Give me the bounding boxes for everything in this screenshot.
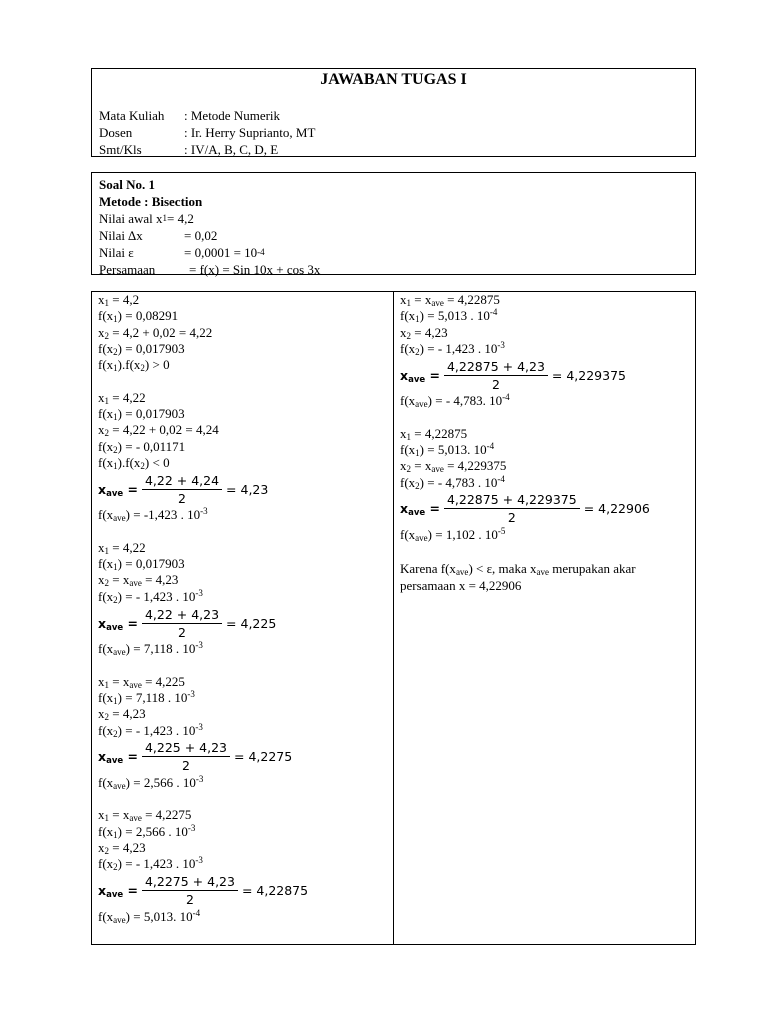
fraction-denominator: 2 [182, 758, 190, 774]
iteration-s3 [98, 540, 388, 657]
step-line-fx2: $f(x_2)$ = - 1,423 . $10^{-3}$ [400, 339, 505, 357]
iteration-s2 [98, 390, 388, 524]
spacer [400, 543, 692, 559]
course-row [99, 107, 315, 124]
step-line-prod: $f(x_1).f(x_2) < 0$ [98, 454, 170, 471]
fraction-numerator: 4,22 + 4,23 [142, 607, 222, 624]
xave-formula [98, 739, 388, 775]
fraction [444, 492, 580, 525]
step-line-x2: $x_2 = 4,22 + 0,02 = 4,24$ [98, 422, 219, 439]
step-line-x2: $x_2 = x_{ave} = 4,23$ [98, 572, 179, 589]
spacer [98, 373, 388, 389]
step-line-fxave: $f(x_{ave}) = 7,118$ . $10^{-3}$ [98, 640, 203, 658]
problem-box [91, 172, 696, 275]
step-line-fxave: $f(x_{ave}) = 5,013$. $10^{-4}$ [98, 907, 201, 925]
step-line-x2: $x_2 = 4,23$ [400, 324, 448, 341]
step-line-fx1: $f(x_1) = 0,017903$ [98, 406, 185, 423]
step-line-x1: $x_1 = x_{ave} = 4,22875$ [400, 292, 500, 308]
xave-result: = 4,225 [226, 615, 277, 631]
document-title: JAWABAN TUGAS I [320, 71, 467, 88]
step-line-x1: $x_1 = x_{ave} = 4,2275$ [98, 807, 192, 824]
lecturer-label: Dosen [99, 125, 133, 140]
step-line-fxave: $f(x_{ave})$ = - 4,783. $10^{-4}$ [400, 392, 510, 410]
lecturer-row [99, 124, 315, 141]
epsilon-label: Nilai ε [99, 245, 134, 260]
step-line-x2: $x_2 = 4,23$ [98, 840, 146, 857]
equation-value: = f(x) = Sin 10x + cos 3x [189, 262, 321, 277]
step-line-fx1: $f(x_1) = 7,118$ . $10^{-3}$ [98, 688, 195, 706]
fraction [142, 740, 230, 773]
initial-value-sub: 1 [162, 213, 168, 223]
spacer [98, 524, 388, 540]
semester-label: Smt/Kls [99, 142, 142, 157]
step-line-x2: $x_2 = 4,23$ [98, 706, 146, 723]
course-label: Mata Kuliah [99, 108, 165, 123]
solution-column-right [400, 292, 692, 593]
xave-result: = 4,23 [226, 481, 269, 497]
step-line-fx2: $f(x_2)$ = - 1,423 . $10^{-3}$ [98, 587, 203, 605]
initial-value-row [99, 210, 320, 227]
xave-label: $x_{ave}$ = [98, 749, 138, 767]
fraction [444, 359, 548, 392]
step-line-x2: $x_2 = x_{ave} = 4,229375$ [400, 458, 507, 475]
step-line-fxave: $f(x_{ave}) = 2,566$ . $10^{-3}$ [98, 773, 204, 791]
xave-label: $x_{ave}$ = [98, 883, 138, 901]
equation-label: Persamaan [99, 262, 156, 277]
step-line-fx1: $f(x_1) = 2,566$ . $10^{-3}$ [98, 822, 196, 840]
fraction-numerator: 4,225 + 4,23 [142, 740, 230, 757]
xave-formula [400, 357, 692, 393]
iteration-s5 [98, 807, 388, 924]
step-line-fx2: $f(x_2)$ = - 0,01171 [98, 438, 186, 455]
solution-box [91, 291, 696, 945]
iteration-s7 [400, 426, 692, 543]
step-line-fx1: $f(x_1) = 5,013$. $10^{-4}$ [400, 441, 495, 459]
xave-result: = 4,22875 [241, 883, 309, 899]
spacer [400, 409, 692, 425]
initial-value-label: Nilai awal x [99, 211, 163, 226]
semester-row [99, 141, 315, 158]
semester-value: : IV/A, B, C, D, E [184, 142, 279, 157]
step-line-x1: $x_1 = 4,22$ [98, 539, 146, 556]
xave-label: $x_{ave}$ = [98, 481, 138, 499]
delta-x-value: = 0,02 [184, 228, 218, 243]
epsilon-value: = 0,0001 = 10 [184, 245, 258, 260]
fraction-denominator: 2 [185, 892, 194, 908]
delta-x-row [99, 227, 320, 244]
step-line-fx2: $f(x_2)$ = - 4,783 . $10^{-4}$ [400, 473, 505, 491]
course-info [99, 107, 315, 158]
column-divider [393, 292, 394, 944]
fraction [142, 874, 238, 907]
step-line-fx1: $f(x_1) = 0,08291$ [98, 308, 179, 325]
fraction-numerator: 4,2275 + 4,23 [142, 874, 238, 891]
xave-formula [98, 605, 388, 641]
iteration-s4 [98, 674, 388, 791]
fraction-numerator: 4,22875 + 4,229375 [444, 492, 580, 509]
fraction-denominator: 2 [178, 624, 186, 640]
xave-formula [98, 471, 388, 507]
spacer [98, 791, 388, 807]
xave-formula [98, 873, 388, 909]
fraction [142, 607, 222, 640]
step-line-x2: $x_2 = 4,2 + 0,02 = 4,22$ [98, 324, 213, 341]
solution-column-left [98, 292, 388, 925]
epsilon-row [99, 244, 320, 261]
xave-result: = 4,22906 [583, 501, 650, 517]
step-line-x1: $x_1 = 4,2$ [98, 292, 140, 308]
problem-statement [99, 176, 320, 278]
step-line-fx2: $f(x_2) = 0,017903$ [98, 340, 185, 357]
fraction-denominator: 2 [507, 510, 516, 526]
spacer [98, 657, 388, 673]
initial-value: = 4,2 [167, 211, 194, 226]
xave-result: = 4,2275 [234, 749, 293, 765]
course-value: : Metode Numerik [184, 108, 281, 123]
xave-label: $x_{ave}$ = [98, 615, 138, 633]
xave-formula [400, 491, 692, 527]
xave-label: $x_{ave}$ = [400, 501, 440, 519]
equation-row [99, 261, 320, 278]
fraction-numerator: 4,22875 + 4,23 [444, 359, 548, 376]
fraction-numerator: 4,22 + 4,24 [142, 473, 222, 490]
problem-number: Soal No. 1 [99, 177, 155, 192]
step-line-fxave: $f(x_{ave}) = -1,423$ . $10^{-3}$ [98, 506, 208, 524]
iteration-s6 [400, 292, 692, 409]
step-line-fx1: $f(x_1) = 5,013$ . $10^{-4}$ [400, 307, 498, 325]
delta-x-label: Nilai ∆x [99, 228, 143, 243]
step-line-x1: $x_1 = 4,22$ [98, 389, 146, 406]
step-line-fx2: $f(x_2)$ = - 1,423 . $10^{-3}$ [98, 855, 203, 873]
fraction-denominator: 2 [491, 376, 500, 392]
step-line-prod: $f(x_1).f(x_2) > 0$ [98, 357, 170, 374]
xave-result: = 4,229375 [551, 367, 626, 383]
step-line-fx1: $f(x_1) = 0,017903$ [98, 556, 185, 573]
step-line-fx2: $f(x_2)$ = - 1,423 . $10^{-3}$ [98, 721, 203, 739]
fraction [142, 473, 222, 506]
step-line-fxave: $f(x_{ave}) = 1,102$ . $10^{-5}$ [400, 525, 506, 543]
problem-method: Metode : Bisection [99, 194, 203, 209]
lecturer-value: : Ir. Herry Suprianto, MT [184, 125, 316, 140]
xave-label: $x_{ave}$ = [400, 367, 440, 385]
epsilon-exponent: -4 [257, 247, 265, 257]
fraction-denominator: 2 [178, 490, 186, 506]
iteration-s1 [98, 292, 388, 373]
header-box [91, 68, 696, 157]
step-line-x1: $x_1 = 4,22875$ [400, 425, 468, 442]
conclusion-text: Karena $f(x_{ave}) < \varepsilon$, maka $x_{ave}$ merupakan akar persamaan x = 4,22906 [400, 560, 636, 593]
step-line-x1: $x_1 = x_{ave} = 4,225$ [98, 673, 185, 690]
